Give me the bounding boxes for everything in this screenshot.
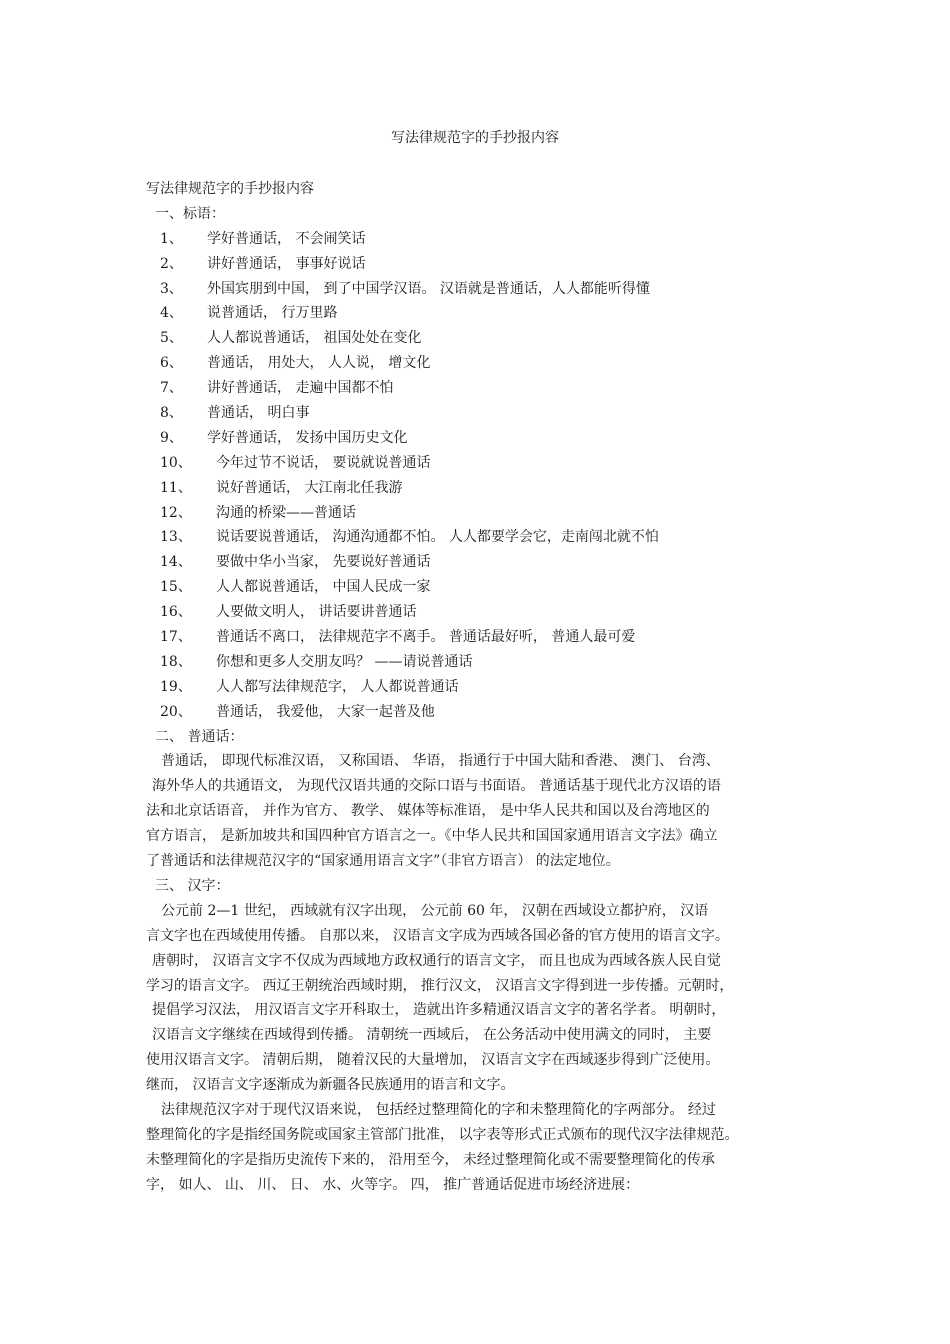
slogan-item: 15、 人人都说普通话， 中国人民成一家 <box>160 579 431 596</box>
paragraph-putonghua <box>146 749 826 873</box>
paragraph-line: 了普通话和法律规范汉字的“国家通用语言文字”（非官方语言） 的法定地位。 <box>146 853 620 870</box>
paragraph-line: 字， 如人、 山、 川、 日、 水、火等字。 四， 推广普通话促进市场经济进展： <box>146 1176 640 1193</box>
slogan-item: 11、 说好普通话， 大江南北任我游 <box>160 479 403 496</box>
section-heading-slogans: 一、标语： <box>155 205 225 222</box>
paragraph-line: 官方语言， 是新加坡共和国四种官方语言之一。《中华人民共和国国家通用语言文字法》确立 <box>146 828 718 845</box>
paragraph-line: 言文字也在西域使用传播。 自那以来， 汉语言文字成为西域各国必备的官方使用的语言文字。 <box>146 927 729 944</box>
paragraph-line: 普通话， 即现代标准汉语， 又称国语、 华语， 指通行于中国大陆和香港、 澳门、 台湾、 <box>161 753 720 770</box>
slogan-item: 8、 普通话， 明白事 <box>160 405 310 422</box>
document-title: 写法律规范字的手抄报内容 <box>391 130 559 146</box>
slogan-item: 13、 说话要说普通话， 沟通沟通都不怕。 人人都要学会它，走南闯北就不怕 <box>160 529 659 546</box>
slogan-item: 17、 普通话不离口， 法律规范字不离手。 普通话最好听， 普通人最可爱 <box>160 629 636 646</box>
document-subtitle: 写法律规范字的手抄报内容 <box>146 181 314 197</box>
slogan-list <box>146 227 826 725</box>
slogan-item: 2、 讲好普通话， 事事好说话 <box>160 255 366 272</box>
section-heading-putonghua: 二、 普通话： <box>155 728 244 745</box>
slogan-item: 6、 普通话， 用处大， 人人说， 增文化 <box>160 355 431 372</box>
slogan-item: 20、 普通话， 我爱他， 大家一起普及他 <box>160 703 435 720</box>
paragraph-line: 汉语言文字继续在西域得到传播。 清朝统一西域后， 在公务活动中使用满文的同时， 主要 <box>152 1027 712 1044</box>
section-heading-hanzi: 三、 汉字： <box>155 877 230 894</box>
slogan-item: 5、 人人都说普通话， 祖国处处在变化 <box>160 330 422 347</box>
paragraph-line: 继而， 汉语言文字逐渐成为新疆各民族通用的语言和文字。 <box>146 1077 515 1094</box>
paragraph-line: 法律规范汉字对于现代汉语来说， 包括经过整理简化的字和未整理简化的字两部分。 经过 <box>161 1101 716 1118</box>
slogan-item: 12、 沟通的桥梁——普通话 <box>160 504 356 521</box>
slogan-item: 7、 讲好普通话， 走遍中国都不怕 <box>160 380 394 397</box>
slogan-item: 1、 学好普通话， 不会闹笑话 <box>160 230 366 247</box>
paragraph-line: 学习的语言文字。 西辽王朝统治西域时期， 推行汉文， 汉语言文字得到进一步传播。元朝时， <box>146 977 734 994</box>
paragraph-line: 未整理简化的字是指历史流传下来的， 沿用至今， 未经过整理简化或不需要整理简化的传承 <box>146 1151 715 1168</box>
paragraph-line: 使用汉语言文字。 清朝后期， 随着汉民的大量增加， 汉语言文字在西域逐步得到广泛使用。 <box>146 1052 720 1069</box>
slogan-item: 4、 说普通话， 行万里路 <box>160 305 338 322</box>
paragraph-line: 法和北京话语音， 并作为官方、 教学、 媒体等标准语， 是中华人民共和国以及台湾地区的 <box>146 803 710 820</box>
slogan-item: 16、 人要做文明人， 讲话要讲普通话 <box>160 604 417 621</box>
paragraph-line: 海外华人的共通语文， 为现代汉语共通的交际口语与书面语。 普通话基于现代北方汉语的语 <box>152 778 721 795</box>
slogan-item: 9、 学好普通话， 发扬中国历史文化 <box>160 429 408 446</box>
slogan-item: 14、 要做中华小当家， 先要说好普通话 <box>160 554 431 571</box>
paragraph-hanzi <box>146 899 826 1098</box>
slogan-item: 18、 你想和更多人交朋友吗？ ——请说普通话 <box>160 653 473 670</box>
paragraph-line: 公元前 2—1 世纪， 西域就有汉字出现， 公元前 60 年， 汉朝在西域设立都护府， 汉语 <box>161 902 709 919</box>
paragraph-line: 唐朝时， 汉语言文字不仅成为西域地方政权通行的语言文字， 而且也成为西域各族人民自觉 <box>152 952 721 969</box>
paragraph-line: 提倡学习汉法， 用汉语言文字开科取士， 造就出许多精通汉语言文字的著名学者。 明朝时， <box>152 1002 726 1019</box>
paragraph-standard-characters <box>146 1098 826 1198</box>
slogan-item: 10、 今年过节不说话， 要说就说普通话 <box>160 454 431 471</box>
paragraph-line: 整理简化的字是指经国务院或国家主管部门批准， 以字表等形式正式颁布的现代汉字法律规范。 <box>146 1126 739 1143</box>
document-body <box>146 177 826 1198</box>
slogan-item: 3、 外国宾朋到中国， 到了中国学汉语。 汉语就是普通话，人人都能听得懂 <box>160 280 650 297</box>
slogan-item: 19、 人人都写法律规范字， 人人都说普通话 <box>160 678 459 695</box>
